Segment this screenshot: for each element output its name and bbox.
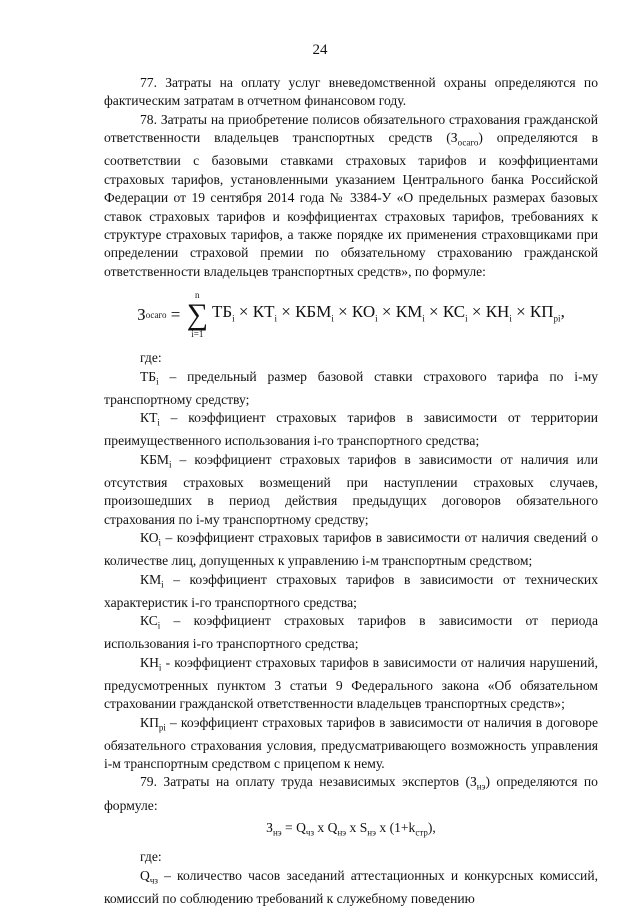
f2-lhs: З (266, 820, 273, 835)
definition-q-sub: чз (149, 875, 158, 886)
page-number: 24 (312, 42, 328, 58)
f2-s-sub: нэ (367, 827, 376, 838)
definition-text: – коэффициент страховых тарифов в зависимости от наличия или отсутствия страховых возмещений при наступлении страховых случаев, произошедших в период действия предыдущих договоров обязательного страхования по i-му транспортному средству; (104, 451, 598, 527)
definition-q-text: – количество часов заседаний аттестационных и конкурсных комиссий, комиссий по соблюдению требований к служебному поведению (104, 867, 598, 906)
definition-term-sub: i (158, 537, 162, 548)
formula-term-6: КН (485, 301, 510, 321)
paragraph-78-text-cont: ) определяются в соответствии с базовыми ставками страховых тарифов и коэффициентами страховых тарифов, установленными указанием Центрального банка Российской Федерации от 19 сентября 2014 года № 3384-У «О предельных размерах базовых ставок страховых тарифов и коэффициентах страховых тарифов, требованиях к структуре страховых тарифов, а также порядке их применения страховщиками при определении страховой премии по обязательному страхованию гражданской ответственности владельцев транспортных средств», по формуле: (104, 130, 598, 279)
definition-term: КН (140, 654, 159, 670)
formula-term-5: КС (442, 301, 466, 321)
f2-q2-sub: нэ (337, 827, 347, 838)
definition-term: КС (140, 613, 158, 629)
definition-term: КБМ (140, 451, 169, 467)
definition-term-sub: i (157, 417, 160, 428)
definition-term-sub: i (168, 459, 172, 470)
formula-operator-7: , (560, 301, 565, 321)
definition-item (104, 409, 598, 451)
formula-term-3: КО (351, 301, 376, 321)
formula-operator-2: × (333, 301, 352, 321)
formula-osago (104, 287, 598, 343)
paragraph-79-subscript: нэ (476, 782, 486, 793)
definition-item (104, 529, 598, 571)
formula-term-sub-1: i (274, 313, 277, 324)
definition-q (104, 867, 598, 908)
formula-term-4: КМ (395, 301, 423, 321)
paragraph-78 (104, 111, 598, 281)
f2-x2: x S (346, 820, 368, 835)
definition-q-name: Q (140, 867, 150, 883)
definition-text: - коэффициент страховых тарифов в зависимости от наличия нарушений, предусмотренных пунктом 3 статьи 9 Федерального закона «Об обязательном страховании гражданской ответственности владельцев транспортных средств»; (104, 654, 598, 712)
definition-term: ТБ (140, 368, 157, 384)
definition-item (104, 654, 598, 714)
formula-term-sub-7: pi (553, 313, 561, 324)
formula-term-sub-6: i (509, 313, 512, 324)
definition-term: КО (140, 530, 159, 545)
definition-text: – коэффициент страховых тарифов в зависимости от периода использования i-го транспортного средства; (104, 613, 598, 652)
f2-k-sub: стр (415, 827, 428, 838)
definition-term-sub: i (158, 662, 162, 673)
definitions-list (104, 368, 598, 774)
where-label-2: где: (140, 849, 162, 865)
formula-equals: = (166, 305, 185, 325)
formula-term-sub-0: i (232, 313, 235, 324)
paragraph-77: 77. Затраты на оплату услуг вневедомственной охраны определяются по фактическим затратам в отчетном финансовом году. (104, 75, 598, 109)
formula-term-0: ТБ (211, 301, 233, 321)
formula-term-sub-5: i (465, 313, 468, 324)
where-label-1: где: (140, 350, 162, 366)
formula-terms (212, 302, 565, 328)
paragraph-79-text-cont: ) определяются по формуле: (104, 774, 598, 813)
formula-operator-4: × (424, 301, 443, 321)
definition-text: – коэффициент страховых тарифов в зависимости от территории преимущественного использования i-го транспортного средства; (104, 410, 598, 449)
definition-item (104, 714, 598, 774)
definition-term: КМ (140, 571, 162, 587)
formula-term-sub-2: i (331, 313, 334, 324)
definition-term-sub: pi (158, 722, 166, 733)
definition-text: – коэффициент страховых тарифов в зависимости от технических характеристик i-го транспортного средства; (104, 571, 598, 610)
formula-lhs: З (137, 305, 146, 325)
definition-term-sub: i (156, 376, 159, 387)
formula-operator-5: × (467, 301, 486, 321)
paragraph-79-text: 79. Затраты на оплату труда независимых экспертов (З (140, 774, 477, 790)
formula-sum (187, 291, 208, 339)
f2-eq: = Q (281, 820, 306, 835)
formula-operator-1: × (277, 301, 296, 321)
definition-text: – коэффициент страховых тарифов в зависимости от наличия сведений о количестве лиц, допущенных к управлению i-м транспортным средством; (104, 530, 598, 569)
definition-term-sub: i (161, 579, 164, 590)
sum-lower-limit: i=1 (191, 329, 204, 340)
formula-term-7: КП (529, 301, 554, 321)
definition-item (104, 571, 598, 613)
definition-text: – коэффициент страховых тарифов в зависимости от наличия в договоре обязательного страхования условия, предусматривающего возможность управления i-м транспортным средством с прицепом к нему. (104, 714, 598, 772)
formula-lhs-sub: осаго (145, 310, 167, 321)
sum-sign: ∑ (186, 298, 208, 332)
paragraph-78-subscript: осаго (457, 137, 479, 148)
f2-end: ), (427, 820, 436, 835)
formula-term-1: КТ (252, 301, 275, 321)
sum-upper-limit: n (195, 290, 200, 301)
formula-operator-3: × (377, 301, 396, 321)
f2-q1-sub: чз (305, 827, 315, 838)
definition-term-sub: i (157, 620, 161, 631)
formula-operator-6: × (511, 301, 530, 321)
paragraph-78-text: 78. Затраты на приобретение полисов обязательного страхования гражданской ответственности владельцев транспортных средств (З (104, 111, 598, 146)
formula-experts (104, 819, 598, 842)
f2-x1: x Q (314, 820, 338, 835)
definition-item (104, 451, 598, 529)
f2-lhs-sub: нэ (272, 827, 282, 838)
document-body (104, 74, 598, 908)
definition-item (104, 612, 598, 654)
f2-x3: x (1+k (375, 820, 416, 835)
paragraph-79 (104, 773, 598, 815)
formula-term-sub-4: i (422, 313, 425, 324)
definition-term: КТ (140, 410, 158, 426)
formula-term-2: КБМ (295, 301, 332, 321)
definition-item (104, 368, 598, 410)
formula-term-sub-3: i (375, 313, 378, 324)
formula-operator-0: × (234, 301, 253, 321)
definition-text: – предельный размер базовой ставки страхового тарифа по i-му транспортному средству; (104, 368, 598, 407)
definition-term: КП (140, 714, 159, 730)
